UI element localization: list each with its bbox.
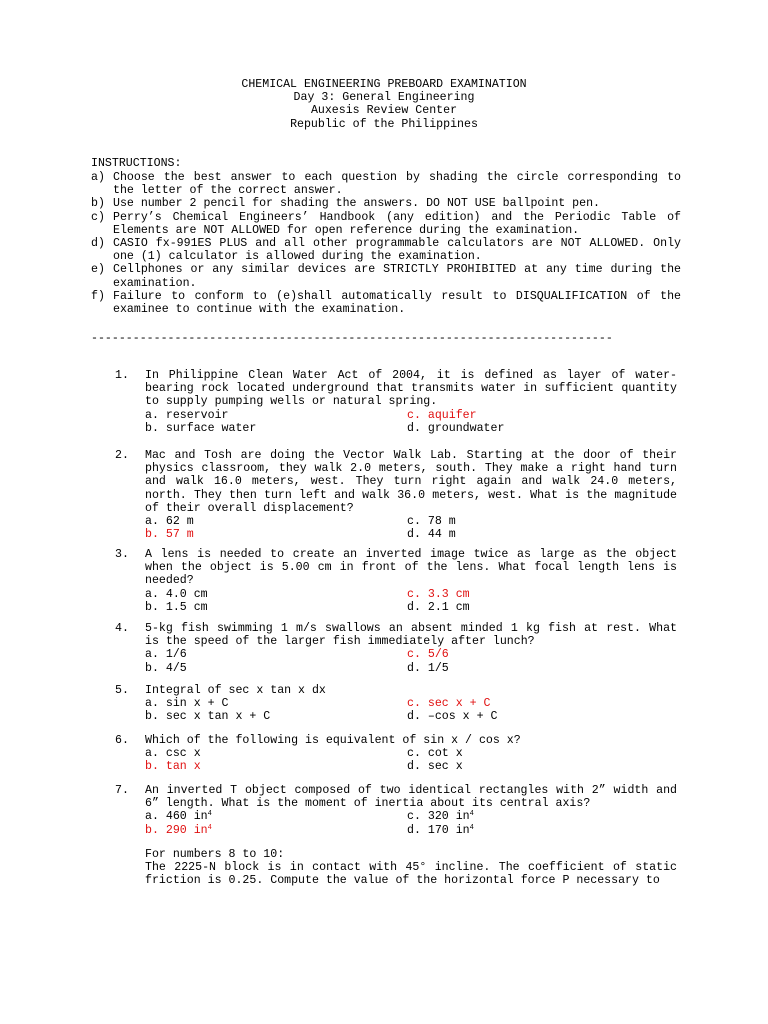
option-text: c. 320 in bbox=[407, 810, 470, 824]
question-number: 5. bbox=[115, 684, 129, 697]
option-c: c. sec x + C bbox=[407, 697, 491, 711]
option-d: d. 44 m bbox=[407, 528, 456, 542]
section-divider: --------------------------------------------------------------------------- bbox=[91, 332, 613, 345]
answer-options bbox=[145, 648, 677, 674]
option-d bbox=[407, 824, 474, 837]
option-text: d. 170 in bbox=[407, 823, 470, 837]
option-b: b. 1.5 cm bbox=[145, 600, 208, 614]
instruction-label: f) bbox=[91, 289, 105, 303]
instruction-text: CASIO fx-991ES PLUS and all other programmable calculators are NOT ALLOWED. Only one (1) calculator is allowed during the examination. bbox=[113, 237, 681, 264]
instruction-item bbox=[91, 290, 681, 316]
instructions-title: INSTRUCTIONS: bbox=[91, 157, 182, 170]
instruction-item bbox=[91, 263, 681, 289]
option-d: d. 2.1 cm bbox=[407, 600, 470, 614]
option-c: c. aquifer bbox=[407, 408, 477, 422]
question-text: An inverted T object composed of two identical rectangles with 2” width and 6” length. What is the moment of inertia about its central axis? bbox=[145, 784, 677, 811]
option-c: c. 3.3 cm bbox=[407, 587, 470, 601]
instruction-text: Choose the best answer to each question by shading the circle corresponding to the letter of the correct answer. bbox=[113, 171, 681, 198]
question-5 bbox=[115, 684, 677, 724]
question-number: 6. bbox=[115, 734, 129, 747]
answer-options bbox=[145, 810, 677, 836]
question-2 bbox=[115, 449, 677, 541]
instruction-text: Perry’s Chemical Engineers’ Handbook (any edition) and the Periodic Table of Elements are NOT ALLOWED for open reference during the examination. bbox=[113, 210, 681, 237]
question-3 bbox=[115, 548, 677, 614]
option-a: a. 1/6 bbox=[145, 648, 187, 662]
question-1 bbox=[115, 369, 677, 435]
header-day: Day 3: General Engineering bbox=[293, 91, 475, 105]
question-text: In Philippine Clean Water Act of 2004, it is defined as layer of water-bearing rock located underground that transmits water in sufficient quantity to supply pumping wells or natural spring. bbox=[145, 369, 677, 409]
question-text: Which of the following is equivalent of sin x / cos x? bbox=[145, 734, 521, 747]
option-d: d. 1/5 bbox=[407, 661, 449, 675]
instruction-text: Cellphones or any similar devices are STRICTLY PROHIBITED at any time during the examination. bbox=[113, 263, 681, 290]
exam-header bbox=[0, 78, 768, 131]
option-d: d. –cos x + C bbox=[407, 710, 498, 724]
header-center: Auxesis Review Center bbox=[310, 104, 458, 118]
option-a: a. 4.0 cm bbox=[145, 587, 208, 601]
option-c: c. 78 m bbox=[407, 515, 456, 529]
instruction-item bbox=[91, 211, 681, 237]
option-d: d. groundwater bbox=[407, 421, 505, 435]
instruction-label: b) bbox=[91, 197, 105, 211]
option-text: a. 460 in bbox=[145, 810, 208, 824]
option-c: c. cot x bbox=[407, 747, 463, 761]
instruction-label: c) bbox=[91, 210, 105, 224]
exponent: 4 bbox=[469, 823, 474, 832]
option-b: b. sec x tan x + C bbox=[145, 710, 271, 724]
problem-set-note bbox=[145, 848, 677, 888]
header-title: CHEMICAL ENGINEERING PREBOARD EXAMINATION bbox=[241, 78, 527, 91]
question-4 bbox=[115, 622, 677, 675]
question-text: 5-kg fish swimming 1 m/s swallows an absent minded 1 kg fish at rest. What is the speed of the larger fish immediately after lunch? bbox=[145, 622, 677, 649]
option-c bbox=[407, 810, 474, 823]
option-text: b. 290 in bbox=[145, 823, 208, 837]
option-a: a. sin x + C bbox=[145, 697, 229, 711]
question-text: A lens is needed to create an inverted image twice as large as the object when the object is 5.00 cm in front of the lens. What focal length lens is needed? bbox=[145, 548, 677, 588]
instruction-text: Use number 2 pencil for shading the answers. DO NOT USE ballpoint pen. bbox=[113, 197, 601, 211]
answer-options bbox=[145, 588, 677, 614]
question-text: Integral of sec x tan x dx bbox=[145, 684, 326, 697]
option-b bbox=[145, 824, 212, 837]
question-number: 3. bbox=[115, 548, 129, 561]
note-heading: For numbers 8 to 10: bbox=[145, 848, 285, 861]
question-6 bbox=[115, 734, 677, 774]
note-text: The 2225-N block is in contact with 45° incline. The coefficient of static friction is 0.25. Compute the value of the horizontal force P necessary to bbox=[145, 861, 677, 888]
answer-options bbox=[145, 747, 677, 773]
instruction-label: a) bbox=[91, 171, 105, 184]
instruction-label: e) bbox=[91, 263, 105, 277]
option-b: b. surface water bbox=[145, 421, 257, 435]
question-number: 4. bbox=[115, 622, 129, 635]
option-b: b. tan x bbox=[145, 760, 201, 774]
instruction-item bbox=[91, 197, 681, 210]
option-c: c. 5/6 bbox=[407, 648, 449, 662]
option-a: a. 62 m bbox=[145, 515, 194, 529]
option-a: a. csc x bbox=[145, 747, 201, 761]
exponent: 4 bbox=[207, 810, 212, 819]
instruction-item bbox=[91, 237, 681, 263]
option-a bbox=[145, 810, 212, 823]
option-b: b. 4/5 bbox=[145, 661, 187, 675]
instruction-text: Failure to conform to (e)shall automatically result to DISQUALIFICATION of the examinee to continue with the examination. bbox=[113, 289, 681, 317]
answer-options bbox=[145, 515, 677, 541]
exponent: 4 bbox=[207, 823, 212, 832]
question-7 bbox=[115, 784, 677, 837]
question-number: 2. bbox=[115, 449, 129, 462]
instruction-item bbox=[91, 171, 681, 197]
answer-options bbox=[145, 409, 677, 435]
instruction-label: d) bbox=[91, 237, 105, 251]
question-text: Mac and Tosh are doing the Vector Walk Lab. Starting at the door of their physics classroom, they walk 2.0 meters, south. They make a right hand turn and walk 16.0 meters, west. They turn right again and walk 24.0 meters, north. They then turn left and walk 36.0 meters, west. What is the magnitude of their overall displacement? bbox=[145, 449, 677, 515]
question-number: 1. bbox=[115, 369, 129, 382]
header-country: Republic of the Philippines bbox=[290, 117, 478, 131]
option-a: a. reservoir bbox=[145, 408, 229, 422]
answer-options bbox=[145, 697, 677, 723]
option-b: b. 57 m bbox=[145, 528, 194, 542]
instructions-list bbox=[91, 171, 681, 316]
question-number: 7. bbox=[115, 784, 129, 797]
exponent: 4 bbox=[469, 810, 474, 819]
option-d: d. sec x bbox=[407, 760, 463, 774]
